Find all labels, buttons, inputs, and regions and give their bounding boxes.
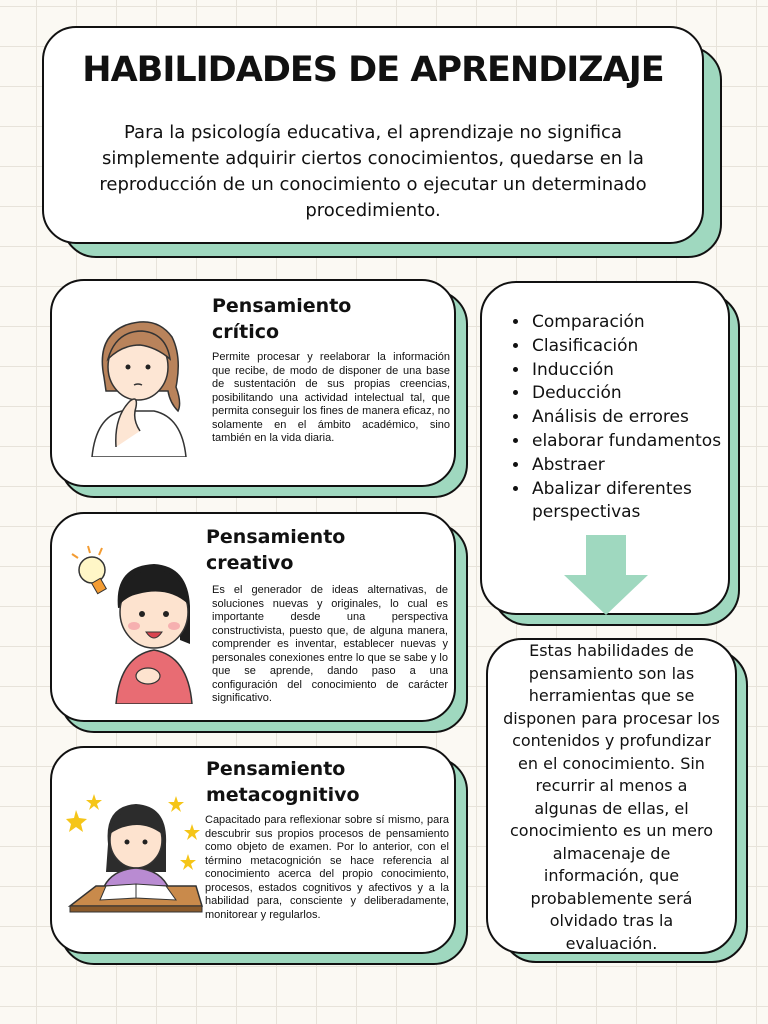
creative-title: Pensamiento creativo (206, 526, 346, 574)
skills-card (480, 281, 730, 615)
skills-list (508, 311, 728, 525)
list-item: • Abstraer (530, 454, 728, 478)
metacognitive-thinking-card (50, 746, 456, 954)
list-item: • Comparación (530, 311, 728, 335)
creative-thinking-card (50, 512, 456, 722)
creative-description: Es el generador de ideas alternativas, de soluciones nuevas y originales, lo cual es importante desde una perspectiva constructivista, puesto que, de alguna manera, comprender es inventar, establecer nuevas y personales conexiones entre lo que se sabe y lo que se aprende, dando paso a una configuración del conocimiento de carácter significativo. (212, 584, 448, 704)
metacognitive-title: Pensamiento metacognitivo (206, 758, 360, 806)
arrow-down-icon (564, 535, 648, 615)
list-item: • Inducción (530, 359, 728, 383)
intro-text: Para la psicología educativa, el aprendizaje no significa simplemente adquirir ciertos conocimientos, quedarse en la reproducción de un conocimiento o ejecutar un determinado procedimiento. (99, 122, 647, 221)
studying-girl-illustration (66, 788, 206, 918)
idea-girl-illustration (68, 544, 198, 704)
page-title: HABILIDADES DE APRENDIZAJE (82, 50, 664, 90)
list-item: • elaborar fundamentos (530, 430, 728, 454)
header-card (42, 26, 704, 244)
list-item: • Clasificación (530, 335, 728, 359)
summary-text: Estas habilidades de pensamiento son las herramientas que se disponen para procesar los contenidos y profundizar en el conocimiento. Sin recurrir al menos a algunas de ellas, el conocimiento es un mero almacenaje de información, que probablemente será olvidado tras la evaluación. (503, 641, 720, 953)
list-item: • Abalizar diferentes perspectivas (530, 478, 728, 526)
list-item: • Deducción (530, 382, 728, 406)
critical-description: Permite procesar y reelaborar la información que recibe, de modo de disponer de una base de sustentación de sus propias creencias, posibilitando una actividad intelectual tal, que permita conseguir los fines de manera eficaz, no solamente en el ámbito académico, sino también en la vida diaria. (212, 351, 450, 444)
summary-card (486, 638, 737, 954)
list-item: • Análisis de errores (530, 406, 728, 430)
thinking-woman-illustration (86, 307, 190, 457)
critical-title: Pensamiento crítico (212, 295, 352, 343)
critical-thinking-card (50, 279, 456, 487)
metacognitive-description: Capacitado para reflexionar sobre sí mismo, para descubrir sus propios procesos de pensamiento como objeto de examen. Por lo anterior, con el término metacognición se hace referencia al conocimiento acerca del propio conocimiento, procesos, estados cognitivos y afectivos y a la habilidad para, consciente y deliberadamente, monitorear y regularlos. (205, 814, 449, 921)
